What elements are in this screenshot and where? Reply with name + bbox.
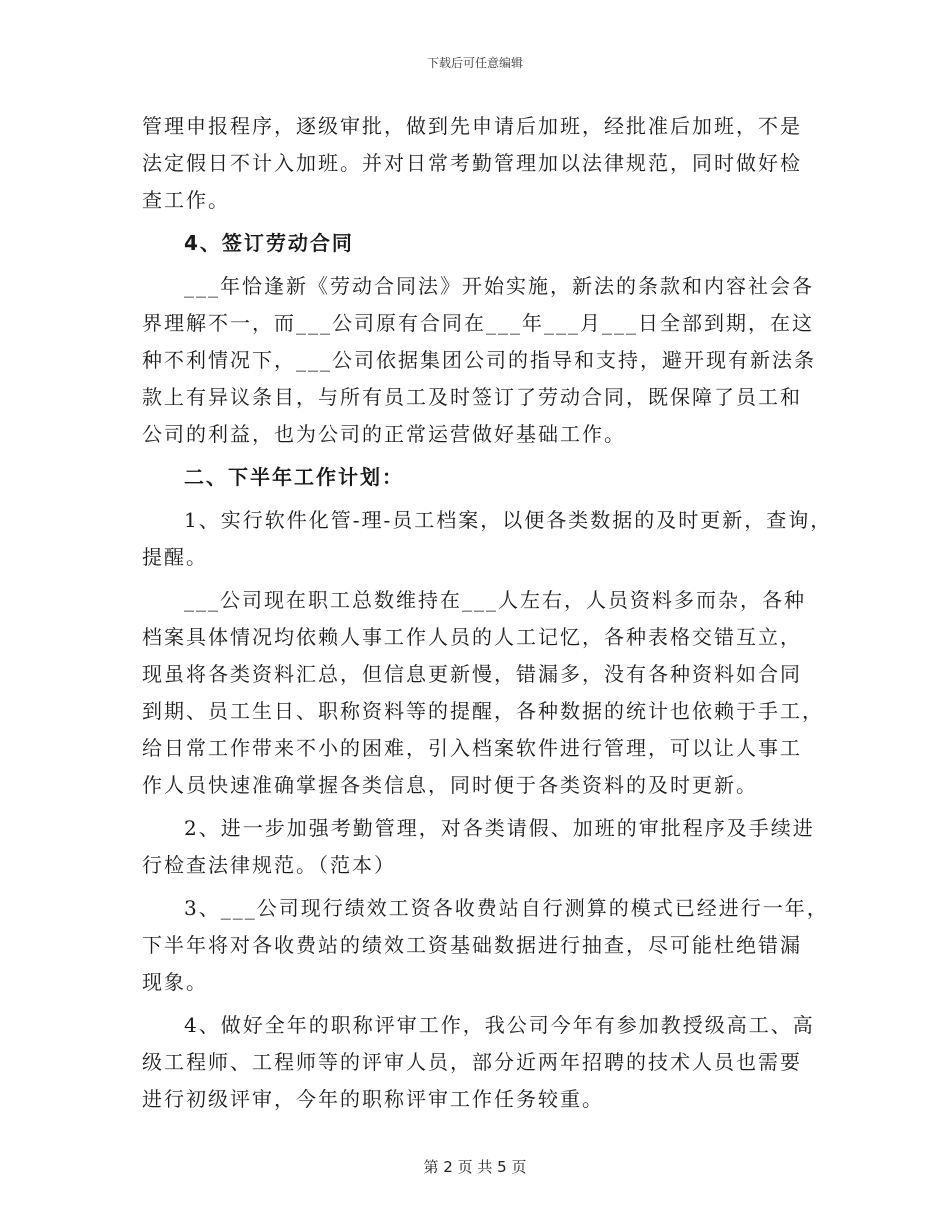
text-line: 4、做好全年的职称评审工作，我公司今年有参加教授级高工、高	[184, 1013, 815, 1037]
text-line: 3、___公司现行绩效工资各收费站自行测算的模式已经进行一年，	[184, 896, 829, 920]
text-line: 行检查法律规范。（范本）	[142, 853, 396, 877]
text-line: 管理申报程序，逐级审批，做到先申请后加班，经批准后加班，不是	[142, 114, 802, 138]
text-line: 到期、员工生日、职称资料等的提醒，各种数据的统计也依赖于手工，	[142, 699, 824, 723]
paragraph	[142, 1007, 815, 1118]
paragraph	[142, 810, 815, 884]
section-heading: 4、签订劳动合同	[184, 231, 354, 255]
paragraph	[142, 502, 833, 576]
text-line: ___年恰逢新《劳动合同法》开始实施，新法的条款和内容社会各	[184, 274, 814, 298]
section-heading: 二、下半年工作计划：	[184, 465, 404, 489]
text-line: 级工程师、工程师等的评审人员，部分近两年招聘的技术人员也需要	[142, 1050, 802, 1074]
text-line: 进行初级评审，今年的职称评审工作任务较重。	[142, 1087, 604, 1111]
text-line: 作人员快速准确掌握各类信息，同时便于各类资料的及时更新。	[142, 773, 758, 797]
text-line: 2、进一步加强考勤管理，对各类请假、加班的审批程序及手续进	[184, 816, 815, 840]
text-line: 现象。	[142, 970, 208, 994]
paragraph	[142, 582, 824, 804]
text-line: 给日常工作带来不小的困难，引入档案软件进行管理，可以让人事工	[142, 736, 802, 760]
text-line: 现虽将各类资料汇总，但信息更新慢，错漏多，没有各种资料如合同	[142, 662, 802, 686]
page-header: 下载后可任意编辑	[426, 56, 523, 70]
paragraph	[142, 268, 816, 453]
text-line: 款上有异议条目，与所有员工及时签订了劳动合同，既保障了员工和	[142, 385, 802, 409]
paragraph	[142, 108, 812, 219]
text-line: 档案具体情况均依赖人事工作人员的人工记忆，各种表格交错互立，	[142, 625, 802, 649]
page-footer: 第 2 页 共 5 页	[423, 1158, 527, 1176]
text-line: ___公司现在职工总数维持在___人左右，人员资料多而杂，各种	[184, 588, 806, 612]
text-line: 1、实行软件化管-理-员工档案，以便各类数据的及时更新，查询，	[184, 508, 833, 532]
text-line: 界理解不一，而___公司原有合同在___年___月___日全部到期，在这	[142, 311, 814, 335]
text-line: 查工作。	[142, 188, 230, 212]
document-body	[142, 108, 833, 1118]
text-line: 提醒。	[142, 545, 208, 569]
text-line: 公司的利益，也为公司的正常运营做好基础工作。	[142, 422, 626, 446]
text-line: 下半年将对各收费站的绩效工资基础数据进行抽查，尽可能杜绝错漏	[142, 933, 802, 957]
paragraph	[142, 890, 829, 1001]
text-line: 法定假日不计入加班。并对日常考勤管理加以法律规范，同时做好检	[142, 151, 802, 175]
text-line: 种不利情况下，___公司依据集团公司的指导和支持，避开现有新法条	[142, 348, 816, 372]
